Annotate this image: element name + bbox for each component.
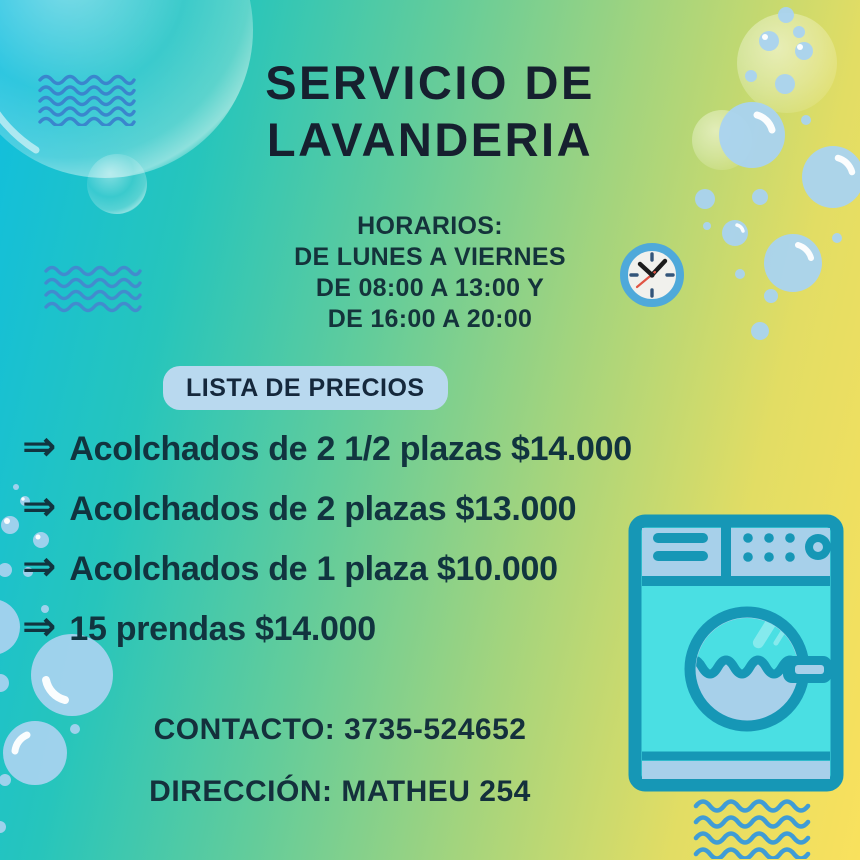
bubble (737, 13, 837, 113)
hours-evening: DE 16:00 A 20:00 (327, 305, 533, 333)
price-item (22, 483, 632, 529)
price-list (22, 423, 632, 670)
double-arrow-icon: ⇒ (22, 543, 57, 589)
price-item-text: Acolchados de 2 1/2 plazas $14.000 (69, 430, 632, 468)
price-item (22, 543, 632, 589)
price-item-text: Acolchados de 1 plaza $10.000 (69, 550, 558, 588)
clock-icon (618, 241, 686, 309)
price-item (22, 423, 632, 469)
price-item-text: 15 prendas $14.000 (69, 610, 376, 648)
double-arrow-icon: ⇒ (22, 423, 57, 469)
poster-title (130, 54, 730, 168)
title-line-1: SERVICIO DE (265, 56, 595, 109)
address-line: DIRECCIÓN: MATHEU 254 (149, 775, 531, 808)
wave-pattern-icon (693, 797, 817, 859)
wave-pattern-icon (38, 73, 138, 126)
washing-machine-icon (628, 514, 844, 792)
wave-pattern-icon (44, 264, 142, 314)
double-arrow-icon: ⇒ (22, 483, 57, 529)
contact-line: CONTACTO: 3735-524652 (153, 713, 527, 746)
price-list-badge: LISTA DE PRECIOS (163, 366, 448, 410)
hours-days: DE LUNES A VIERNES (294, 243, 566, 271)
price-item (22, 603, 632, 649)
hours-morning: DE 08:00 A 13:00 Y (315, 274, 545, 302)
double-arrow-icon: ⇒ (22, 603, 57, 649)
hours-heading: HORARIOS: (357, 212, 503, 240)
price-item-text: Acolchados de 2 plazas $13.000 (69, 490, 577, 528)
title-line-2: LAVANDERIA (266, 113, 594, 166)
